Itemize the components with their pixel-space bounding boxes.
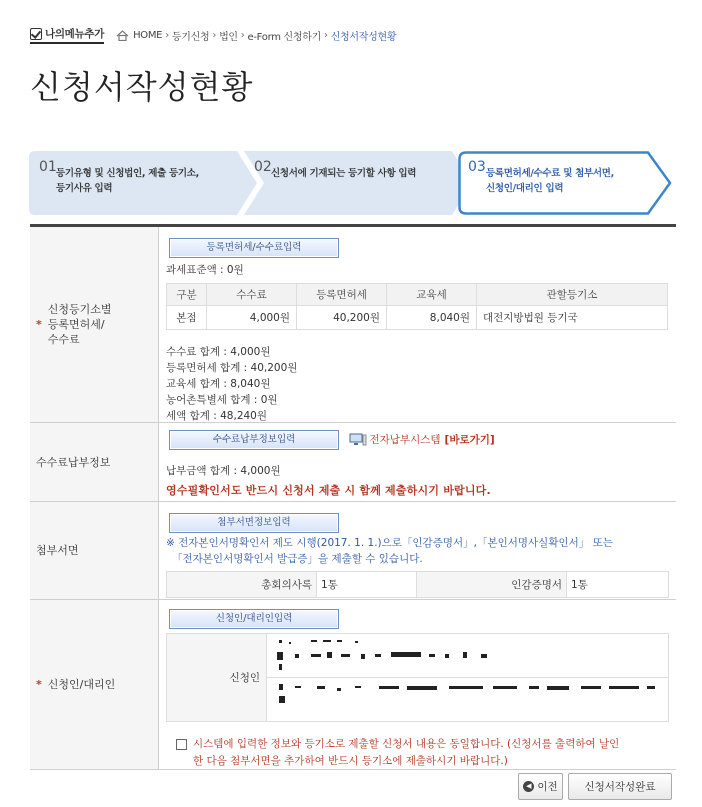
attachment-item-count: 1통 (567, 572, 669, 598)
fee-input-button[interactable]: 등록면허세/수수료입력 (169, 238, 339, 258)
total-education-tax: 교육세 합계 : 8,040원 (166, 378, 271, 390)
attachment-row-label (30, 502, 159, 599)
prev-button-label: 이전 (537, 781, 558, 793)
step-2-number: 02 (254, 159, 272, 175)
agreement-text (193, 736, 619, 770)
breadcrumb-eform[interactable]: e-Form 신청하기 (247, 31, 321, 43)
top-bar (30, 26, 396, 44)
step-1-number: 01 (39, 159, 57, 175)
step-1-text (56, 166, 199, 196)
step-2 (244, 151, 474, 215)
fee-cell-license-tax: 40,200원 (297, 306, 387, 330)
required-mark: * (36, 678, 42, 691)
breadcrumb-separator: › (212, 29, 217, 41)
required-mark: * (36, 318, 42, 331)
attachment-item-count: 1통 (317, 572, 417, 598)
payment-row-label (30, 423, 159, 501)
payment-amount: 납부금액 합계 : 4,000원 (166, 465, 281, 477)
breadcrumb (116, 28, 396, 43)
attachment-notice-line1: ※ 전자본인서명확인서 제도 시행(2017. 1. 1.)으로「인감증명서」,「본인서명사실확인서」 또는 (166, 537, 613, 549)
computer-icon (349, 433, 367, 446)
applicant-info-redacted (267, 634, 669, 678)
e-payment-link[interactable] (349, 432, 495, 447)
applicant-row (30, 600, 676, 770)
attachment-item-name: 인감증명서 (417, 572, 567, 598)
tax-base-text: 과세표준액 : 0원 (166, 264, 244, 276)
table-row (167, 306, 668, 330)
breadcrumb-separator: › (240, 29, 245, 41)
step-1-line1: 등기유형 및 신청법인, 제출 등기소, (56, 168, 199, 179)
agreement-line1: 시스템에 입력한 정보와 등기소로 제출할 신청서 내용은 동일합니다. (신청서를 출력하여 날인 (193, 738, 620, 750)
breadcrumb-separator: › (165, 29, 169, 41)
total-license-tax: 등록면허세 합계 : 40,200원 (166, 362, 298, 374)
step-3-text (486, 166, 614, 196)
fee-cell-fee: 4,000원 (207, 306, 297, 330)
fee-col-license-tax: 등록면허세 (297, 284, 387, 306)
step-3-active (458, 151, 674, 215)
attachment-button-wrap (166, 513, 670, 533)
page-title: 신청서작성현황 (30, 68, 254, 106)
fee-cell-education-tax: 8,040원 (387, 306, 477, 330)
fee-col-fee: 수수료 (207, 284, 297, 306)
e-payment-label: 전자납부시스템 (369, 434, 441, 446)
attachment-item-name: 총회의사록 (167, 572, 317, 598)
agreement-checkbox[interactable] (176, 739, 187, 750)
breadcrumb-separator: › (323, 29, 328, 41)
fee-row-label (30, 227, 159, 422)
fee-row (30, 227, 676, 423)
applicant-input-button[interactable]: 신청인/대리인입력 (169, 609, 339, 629)
step-progress (29, 151, 674, 215)
attachment-row (30, 502, 676, 600)
attachment-row-content (160, 502, 676, 604)
fee-table-header (167, 284, 668, 306)
applicant-table (166, 633, 669, 722)
complete-button-label: 신청서작성완료 (584, 781, 656, 793)
applicant-cell-label: 신청인 (167, 634, 267, 722)
attachment-label-text: 첨부서면 (36, 544, 79, 557)
fee-cell-type: 본점 (167, 306, 207, 330)
step-3-number: 03 (468, 159, 486, 175)
add-my-menu-label: 나의메뉴추가 (45, 28, 105, 40)
breadcrumb-home[interactable]: HOME (133, 29, 163, 41)
payment-row (30, 423, 676, 502)
fee-col-education-tax: 교육세 (387, 284, 477, 306)
table-row (167, 634, 669, 678)
add-my-menu-button[interactable] (30, 26, 104, 44)
fee-totals (166, 344, 670, 424)
prev-button[interactable] (518, 773, 563, 800)
left-arrow-icon: ◀ (523, 781, 534, 792)
breadcrumb-current: 신청서작성현황 (330, 31, 397, 43)
applicant-label-text: 신청인/대리인 (47, 678, 116, 691)
total-rural-tax: 농어촌특별세 합계 : 0원 (166, 394, 278, 406)
agreement-line2: 한 다음 첨부서면을 추가하여 반드시 등기소에 제출하시기 바랍니다.) (193, 755, 508, 767)
table-row (167, 572, 669, 598)
attachment-notice-line2: 「전자본인서명확인서 발급증」을 제출할 수 있습니다. (172, 553, 423, 565)
payment-button-wrap (166, 430, 670, 450)
step-3-line1: 등록면허세/수수료 및 첨부서면, (486, 168, 614, 179)
step-3-line2: 신청인/대리인 입력 (486, 183, 564, 194)
fee-label-line1: 신청등기소별 (47, 303, 112, 316)
applicant-button-wrap (166, 609, 670, 629)
step-2-shape (244, 151, 474, 215)
payment-notice: 영수필확인서도 반드시 신청서 제출 시 함께 제출하시기 바랍니다. (166, 484, 491, 497)
attachment-table (166, 571, 669, 598)
breadcrumb-registration[interactable]: 등기신청 (171, 31, 210, 43)
checkmark-icon (30, 28, 42, 40)
fee-label-line2: 등록면허세/ (47, 318, 105, 331)
fee-col-type: 구분 (167, 284, 207, 306)
step-2-text (271, 166, 416, 181)
fee-label-text (48, 302, 112, 347)
home-icon (116, 30, 129, 41)
total-fee: 수수료 합계 : 4,000원 (166, 346, 271, 358)
agent-info-redacted (267, 678, 669, 722)
step-2-line1: 신청서에 기재되는 등기할 사항 입력 (271, 168, 417, 179)
breadcrumb-corporation[interactable]: 법인 (219, 31, 238, 43)
footer-buttons (518, 773, 672, 800)
fee-table (166, 283, 668, 330)
fee-label-line3: 수수료 (47, 333, 80, 346)
fee-cell-registry: 대전지방법원 등기국 (477, 306, 668, 330)
payment-input-button[interactable]: 수수료납부정보입력 (169, 430, 339, 450)
redacted-pattern (267, 634, 667, 674)
fee-row-content (160, 227, 676, 430)
step-1 (29, 151, 259, 215)
payment-label-text: 수수료납부정보 (36, 455, 111, 469)
applicant-row-content (160, 600, 676, 776)
attachment-notice (166, 535, 670, 567)
fee-button-wrap (166, 238, 670, 258)
attachment-input-button[interactable]: 첨부서면정보입력 (169, 513, 339, 533)
step-1-line2: 등기사유 입력 (56, 183, 113, 194)
total-tax: 세액 합계 : 48,240원 (166, 410, 268, 422)
complete-button[interactable] (568, 773, 672, 800)
application-status-form (30, 224, 676, 770)
applicant-row-label (30, 600, 159, 769)
redacted-pattern (267, 678, 667, 718)
payment-row-content (160, 423, 676, 504)
e-payment-go[interactable]: [바로가기] (444, 434, 495, 446)
fee-col-registry: 관할등기소 (477, 284, 668, 306)
